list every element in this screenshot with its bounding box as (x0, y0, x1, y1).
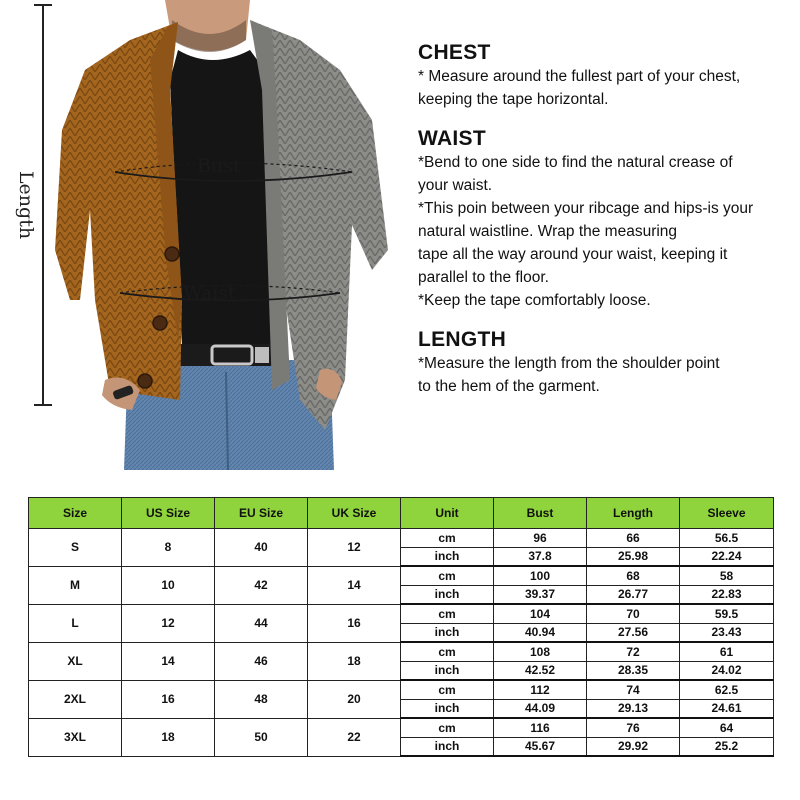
waist-label: Waist (183, 282, 236, 304)
waist-line: *Keep the tape comfortably loose. (418, 292, 651, 309)
belt (178, 344, 282, 366)
unit-cell: cm (401, 604, 494, 623)
uk-size-cell: 14 (308, 566, 401, 604)
chest-line: keeping the tape horizontal. (418, 91, 609, 108)
unit-cell: cm (401, 566, 494, 585)
model-head (165, 0, 250, 52)
waist-line: natural waistline. Wrap the measuring (418, 223, 678, 240)
length-cell: 29.13 (587, 699, 680, 718)
length-cell: 25.98 (587, 547, 680, 566)
length-cell: 72 (587, 642, 680, 661)
table-row (29, 529, 774, 548)
table-row (29, 642, 774, 661)
bust-cell: 108 (494, 642, 587, 661)
unit-cell: cm (401, 680, 494, 699)
unit-cell: inch (401, 585, 494, 604)
uk-size-cell: 22 (308, 718, 401, 756)
column-header: EU Size (215, 498, 308, 529)
length-cell: 27.56 (587, 623, 680, 642)
table-row (29, 680, 774, 699)
unit-cell: cm (401, 529, 494, 548)
unit-cell: inch (401, 547, 494, 566)
unit-cell: inch (401, 737, 494, 756)
uk-size-cell: 16 (308, 604, 401, 642)
sleeve-cell: 24.61 (680, 699, 774, 718)
sleeve-cell: 61 (680, 642, 774, 661)
chest-heading: CHEST (418, 41, 491, 64)
sleeve-cell: 23.43 (680, 623, 774, 642)
length-label: Length (15, 170, 37, 240)
bust-cell: 39.37 (494, 585, 587, 604)
bust-cell: 42.52 (494, 661, 587, 680)
length-section (418, 327, 790, 398)
us-size-cell: 12 (122, 604, 215, 642)
size-cell: L (29, 604, 122, 642)
sleeve-cell: 56.5 (680, 529, 774, 548)
waist-line: parallel to the floor. (418, 269, 549, 286)
unit-cell: inch (401, 623, 494, 642)
sleeve-cell: 25.2 (680, 737, 774, 756)
sleeve-cell: 58 (680, 566, 774, 585)
bust-cell: 44.09 (494, 699, 587, 718)
sleeve-cell: 22.24 (680, 547, 774, 566)
size-cell: 2XL (29, 680, 122, 718)
us-size-cell: 18 (122, 718, 215, 756)
us-size-cell: 8 (122, 529, 215, 567)
size-cell: 3XL (29, 718, 122, 756)
sleeve-cell: 62.5 (680, 680, 774, 699)
column-header: Size (29, 498, 122, 529)
size-cell: S (29, 529, 122, 567)
length-cell: 76 (587, 718, 680, 737)
sleeve-cell: 64 (680, 718, 774, 737)
length-cell: 74 (587, 680, 680, 699)
sleeve-cell: 59.5 (680, 604, 774, 623)
bust-cell: 40.94 (494, 623, 587, 642)
eu-size-cell: 50 (215, 718, 308, 756)
cardigan-brown-side (55, 22, 182, 400)
length-cell: 70 (587, 604, 680, 623)
bust-cell: 112 (494, 680, 587, 699)
us-size-cell: 10 (122, 566, 215, 604)
eu-size-cell: 48 (215, 680, 308, 718)
length-cell: 66 (587, 529, 680, 548)
table-row (29, 604, 774, 623)
bust-cell: 37.8 (494, 547, 587, 566)
eu-size-cell: 42 (215, 566, 308, 604)
eu-size-cell: 46 (215, 642, 308, 680)
measurement-instructions (418, 40, 790, 413)
uk-size-cell: 12 (308, 529, 401, 567)
column-header: Bust (494, 498, 587, 529)
sleeve-cell: 22.83 (680, 585, 774, 604)
bust-cell: 96 (494, 529, 587, 548)
chest-section (418, 40, 790, 111)
length-cell: 29.92 (587, 737, 680, 756)
eu-size-cell: 44 (215, 604, 308, 642)
us-size-cell: 16 (122, 680, 215, 718)
us-size-cell: 14 (122, 642, 215, 680)
column-header: Unit (401, 498, 494, 529)
unit-cell: inch (401, 699, 494, 718)
table-row (29, 718, 774, 737)
sleeve-cell: 24.02 (680, 661, 774, 680)
bust-cell: 116 (494, 718, 587, 737)
column-header: Length (587, 498, 680, 529)
length-heading: LENGTH (418, 328, 507, 351)
waist-line: *This poin between your ribcage and hips-is your (418, 200, 754, 217)
size-chart-table (28, 497, 774, 757)
chest-line: * Measure around the fullest part of your chest, (418, 68, 741, 85)
waist-section (418, 126, 790, 312)
bust-cell: 100 (494, 566, 587, 585)
eu-size-cell: 40 (215, 529, 308, 567)
length-line: *Measure the length from the shoulder point (418, 355, 720, 372)
length-line: to the hem of the garment. (418, 378, 600, 395)
table-body (29, 529, 774, 757)
unit-cell: cm (401, 642, 494, 661)
unit-cell: cm (401, 718, 494, 737)
unit-cell: inch (401, 661, 494, 680)
length-cell: 26.77 (587, 585, 680, 604)
column-header: UK Size (308, 498, 401, 529)
size-cell: XL (29, 642, 122, 680)
uk-size-cell: 20 (308, 680, 401, 718)
length-cell: 28.35 (587, 661, 680, 680)
table-header-row (29, 498, 774, 529)
uk-size-cell: 18 (308, 642, 401, 680)
size-cell: M (29, 566, 122, 604)
column-header: US Size (122, 498, 215, 529)
bust-cell: 45.67 (494, 737, 587, 756)
waist-heading: WAIST (418, 127, 486, 150)
waist-line: *Bend to one side to find the natural crease of (418, 154, 733, 171)
column-header: Sleeve (680, 498, 774, 529)
waist-line: your waist. (418, 177, 493, 194)
table-row (29, 566, 774, 585)
waist-line: tape all the way around your waist, keeping it (418, 246, 728, 263)
bust-cell: 104 (494, 604, 587, 623)
bust-label: Bust (197, 155, 241, 177)
product-photo (0, 0, 400, 470)
length-cell: 68 (587, 566, 680, 585)
